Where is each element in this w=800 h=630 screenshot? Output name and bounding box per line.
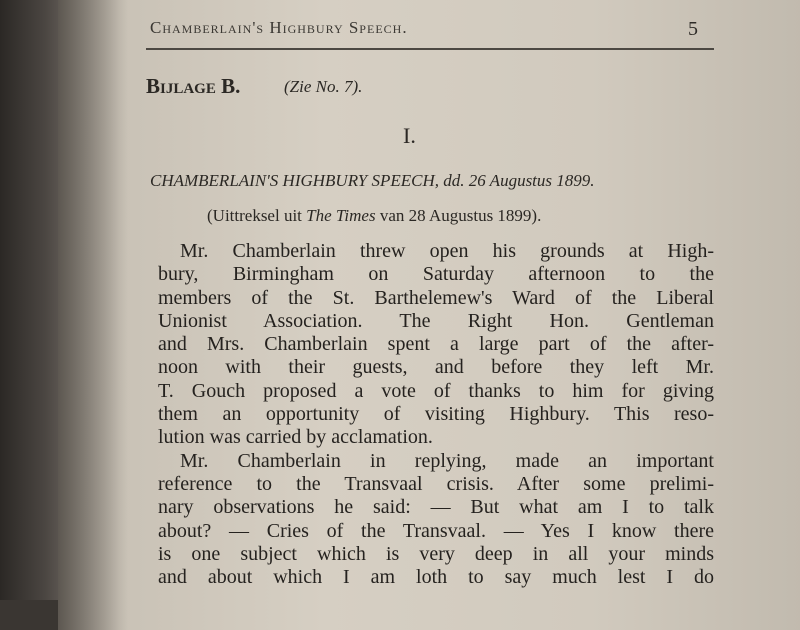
text-line: and about which I am loth to say much lest I do <box>158 566 714 589</box>
source-publication: The Times <box>306 206 376 225</box>
text-line: lution was carried by acclamation. <box>158 426 433 449</box>
source-note-suffix: van 28 Augustus 1899). <box>375 206 542 225</box>
text-line: T. Gouch proposed a vote of thanks to him for giving <box>158 379 714 402</box>
text-line: bury, Birmingham on Saturday afternoon to the <box>158 263 714 286</box>
text-line: is one subject which is very deep in all your minds <box>158 542 714 565</box>
annex-title: Bijlage B. <box>146 74 241 98</box>
text-line: Mr. Chamberlain threw open his grounds at High- <box>180 240 714 262</box>
annex-reference: (Zie No. 7). <box>284 77 363 96</box>
source-note-prefix: (Uittreksel uit <box>207 206 307 225</box>
text-line: reference to the Transvaal crisis. After some prelimi- <box>158 472 714 495</box>
text-line: members of the St. Barthelemew's Ward of the Liberal <box>158 286 714 309</box>
section-numeral: I. <box>403 123 416 148</box>
text-line: them an opportunity of visiting Highbury. This reso- <box>158 403 714 426</box>
text-line: nary observations he said: — But what am I to talk <box>158 496 714 519</box>
running-head: Chamberlain's Highbury Speech. <box>150 18 408 37</box>
source-note <box>207 206 541 226</box>
page-number: 5 <box>688 18 698 40</box>
header-rule <box>146 48 714 50</box>
text-line: Mr. Chamberlain in replying, made an important <box>180 449 714 472</box>
text-line: and Mrs. Chamberlain spent a large part of the after- <box>158 333 714 356</box>
section-title: CHAMBERLAIN'S HIGHBURY SPEECH, dd. 26 Augustus 1899. <box>150 171 595 190</box>
speech-text <box>158 240 714 589</box>
text-line: noon with their guests, and before they left Mr. <box>158 356 714 379</box>
text-line: Unionist Association. The Right Hon. Gentleman <box>158 309 714 332</box>
text-line: about? — Cries of the Transvaal. — Yes I know there <box>158 519 714 542</box>
